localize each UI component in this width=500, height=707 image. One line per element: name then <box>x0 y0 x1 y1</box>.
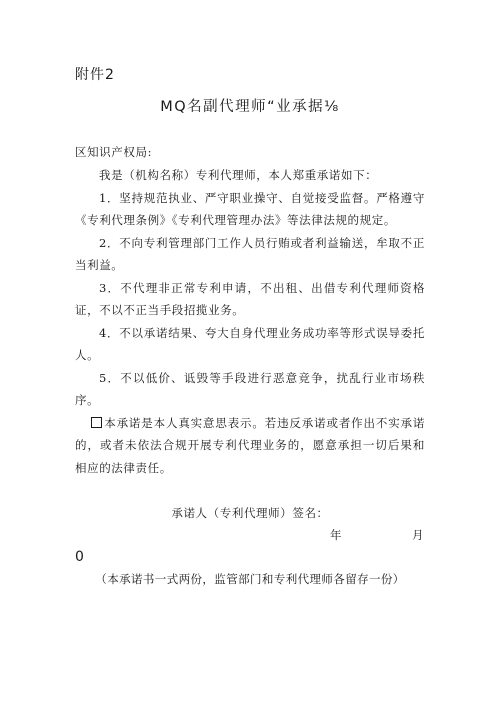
date-month-label: 月 <box>412 528 424 542</box>
recipient-line <box>75 141 425 164</box>
commitment-body <box>75 164 425 479</box>
document-title: MQ名副代理师“业承据⅛ <box>160 99 340 115</box>
footnote: （本承诺书一式两份，监管部门和专利代理师各留存一份） <box>95 572 405 586</box>
recipient-text: 区知识产权局: <box>75 145 153 159</box>
commitment-item-1: 1．坚持规范执业、严守职业操守、自觉接受监督。严格遵守《专利代理条例》《专利代理管理办法》等法律法规的规定。 <box>75 190 425 227</box>
commitment-item-5: 5．不以低价、诋毁等手段进行恶意竞争，扰乱行业市场秩序。 <box>75 370 425 407</box>
stray-mark: 0 <box>75 549 84 565</box>
attachment-label: 附件2 <box>75 67 115 83</box>
declaration-text: 本承诺是本人真实意思表示。若违反承诺或者作出不实承诺的，或者未依法合规开展专利代理业务的，愿意承担一切后果和相应的法律责任。 <box>75 415 425 475</box>
date-year-label: 年 <box>330 528 342 542</box>
commitment-item-4: 4．不以承诺结果、夸大自身代理业务成功率等形式误导委托人。 <box>75 325 425 362</box>
intro-paragraph: 我是（机构名称）专利代理师，本人郑重承诺如下： <box>99 168 378 182</box>
commitment-item-2: 2．不向专利管理部门工作人员行贿或者利益输送，牟取不正当利益。 <box>75 235 425 272</box>
checkbox-icon <box>91 417 102 428</box>
signature-label: 承诺人（专利代理师）签名： <box>171 506 329 520</box>
commitment-item-3: 3．不代理非正常专利申请，不出租、出借专利代理师资格证，不以不正当手段招揽业务。 <box>75 280 425 317</box>
declaration-paragraph <box>75 412 425 480</box>
